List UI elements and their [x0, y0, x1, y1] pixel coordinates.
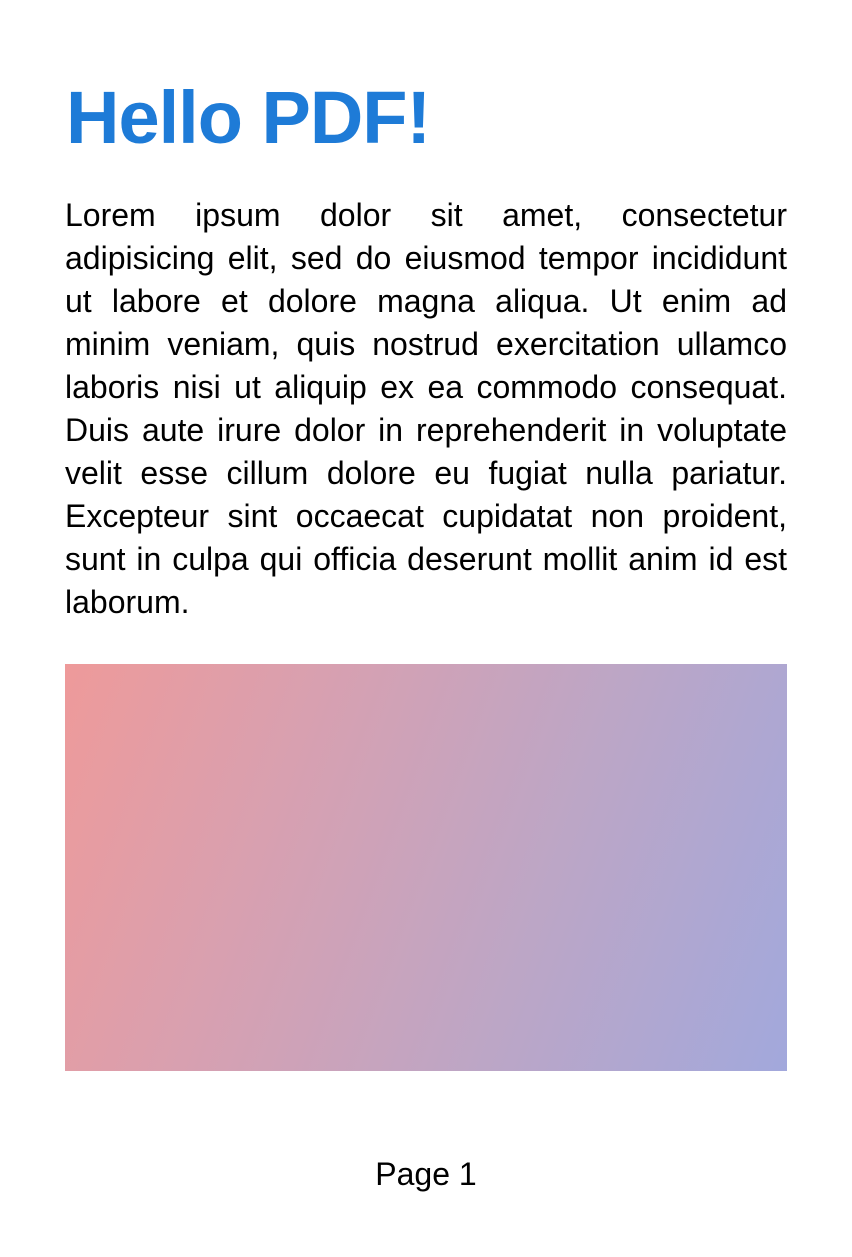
- page-title: Hello PDF!: [66, 76, 431, 159]
- page-number: Page 1: [375, 1156, 477, 1192]
- body-paragraph: Lorem ipsum dolor sit amet, consectetur adipisicing elit, sed do eiusmod tempor incididunt ut labore et dolore magna aliqua. Ut enim ad minim veniam, quis nostrud exercitation ullamco laboris nisi ut aliquip ex ea commodo consequat. Duis aute irure dolor in reprehenderit in voluptate velit esse cillum dolore eu fugiat nulla pariatur. Excepteur sint occaecat cupidatat non proident, sunt in culpa qui officia deserunt mollit anim id est laborum.: [65, 197, 787, 620]
- gradient-image: [65, 664, 787, 1071]
